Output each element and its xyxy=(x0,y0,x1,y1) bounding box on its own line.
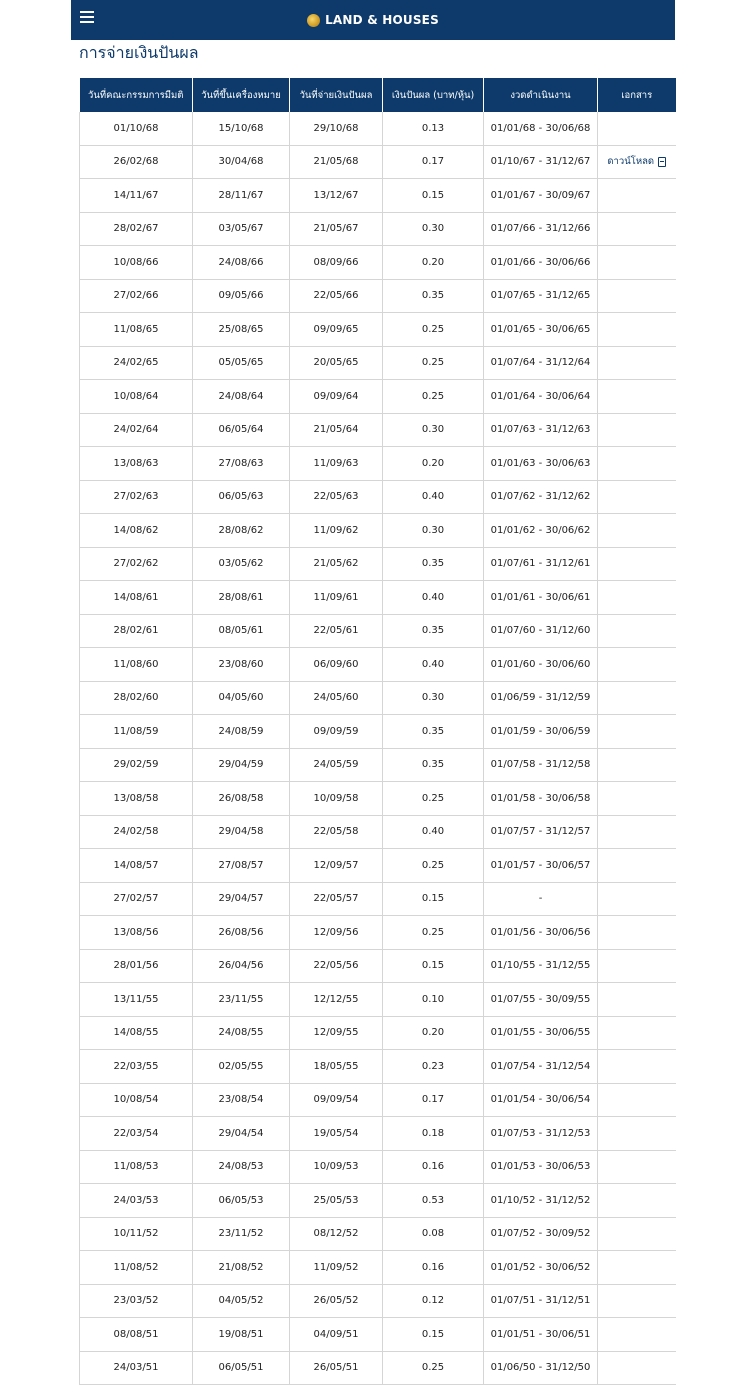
table-cell: 13/08/56 xyxy=(80,916,193,950)
table-cell: 01/07/54 - 31/12/54 xyxy=(484,1050,598,1084)
table-cell: 0.17 xyxy=(383,1083,484,1117)
table-cell: 14/11/67 xyxy=(80,179,193,213)
table-row xyxy=(80,514,676,548)
table-row xyxy=(80,1016,676,1050)
table-cell: 24/02/58 xyxy=(80,815,193,849)
table-cell: 0.30 xyxy=(383,212,484,246)
table-cell: - xyxy=(484,882,598,916)
table-cell: 22/05/57 xyxy=(290,882,383,916)
table-cell: 13/08/63 xyxy=(80,447,193,481)
table-cell: 24/08/55 xyxy=(193,1016,290,1050)
table-cell: 0.12 xyxy=(383,1284,484,1318)
table-cell: 26/08/58 xyxy=(193,782,290,816)
table-cell: 29/04/57 xyxy=(193,882,290,916)
table-cell xyxy=(598,547,676,581)
table-row xyxy=(80,547,676,581)
table-cell: 0.13 xyxy=(383,112,484,145)
table-row xyxy=(80,380,676,414)
table-cell xyxy=(598,949,676,983)
table-cell xyxy=(598,413,676,447)
table-row xyxy=(80,313,676,347)
page-title: การจ่ายเงินปันผล xyxy=(79,43,199,62)
table-cell: 27/02/63 xyxy=(80,480,193,514)
table-cell xyxy=(598,447,676,481)
table-cell xyxy=(598,715,676,749)
table-row xyxy=(80,1351,676,1385)
table-cell: 11/08/59 xyxy=(80,715,193,749)
table-cell: 0.35 xyxy=(383,279,484,313)
table-cell: 10/09/58 xyxy=(290,782,383,816)
table-cell: 09/05/66 xyxy=(193,279,290,313)
table-cell: 01/06/50 - 31/12/50 xyxy=(484,1351,598,1385)
table-cell: 26/05/51 xyxy=(290,1351,383,1385)
table-cell: 26/04/56 xyxy=(193,949,290,983)
table-cell: 0.23 xyxy=(383,1050,484,1084)
table-row xyxy=(80,715,676,749)
table-cell: 25/05/53 xyxy=(290,1184,383,1218)
table-cell: 0.15 xyxy=(383,882,484,916)
table-cell: 01/01/58 - 30/06/58 xyxy=(484,782,598,816)
table-cell: 04/09/51 xyxy=(290,1318,383,1352)
table-cell: 28/02/67 xyxy=(80,212,193,246)
table-cell: 21/05/62 xyxy=(290,547,383,581)
table-cell: 23/08/60 xyxy=(193,648,290,682)
table-cell: 0.30 xyxy=(383,413,484,447)
table-cell: 24/02/64 xyxy=(80,413,193,447)
table-cell xyxy=(598,1284,676,1318)
table-cell: 01/01/54 - 30/06/54 xyxy=(484,1083,598,1117)
table-row xyxy=(80,179,676,213)
table-cell: 14/08/55 xyxy=(80,1016,193,1050)
table-cell: 10/08/54 xyxy=(80,1083,193,1117)
table-cell: 0.20 xyxy=(383,447,484,481)
table-cell: 28/08/61 xyxy=(193,581,290,615)
table-cell: 14/08/57 xyxy=(80,849,193,883)
table-row xyxy=(80,949,676,983)
table-cell: 01/01/62 - 30/06/62 xyxy=(484,514,598,548)
table-cell: 24/08/66 xyxy=(193,246,290,280)
table-cell xyxy=(598,1351,676,1385)
table-cell: 01/01/55 - 30/06/55 xyxy=(484,1016,598,1050)
table-cell: 27/02/66 xyxy=(80,279,193,313)
table-cell: 10/08/64 xyxy=(80,380,193,414)
table-cell: 24/03/51 xyxy=(80,1351,193,1385)
table-cell: 0.25 xyxy=(383,849,484,883)
table-cell: 01/01/66 - 30/06/66 xyxy=(484,246,598,280)
table-cell: 13/12/67 xyxy=(290,179,383,213)
table-cell: 18/05/55 xyxy=(290,1050,383,1084)
table-cell: 06/09/60 xyxy=(290,648,383,682)
table-row xyxy=(80,447,676,481)
table-cell: 21/08/52 xyxy=(193,1251,290,1285)
table-row xyxy=(80,413,676,447)
download-link[interactable] xyxy=(607,156,666,167)
table-cell: 09/09/65 xyxy=(290,313,383,347)
table-cell: 22/03/55 xyxy=(80,1050,193,1084)
table-cell: 0.25 xyxy=(383,916,484,950)
table-cell xyxy=(598,916,676,950)
table-cell: 29/04/59 xyxy=(193,748,290,782)
table-cell: 24/05/59 xyxy=(290,748,383,782)
table-cell: 12/09/55 xyxy=(290,1016,383,1050)
table-cell xyxy=(598,1016,676,1050)
table-cell: 11/08/65 xyxy=(80,313,193,347)
table-cell: 13/11/55 xyxy=(80,983,193,1017)
table-cell xyxy=(598,112,676,145)
table-cell: 0.35 xyxy=(383,715,484,749)
table-cell: 08/12/52 xyxy=(290,1217,383,1251)
table-cell: 0.53 xyxy=(383,1184,484,1218)
table-cell: 0.35 xyxy=(383,748,484,782)
table-cell: 0.40 xyxy=(383,480,484,514)
table-cell xyxy=(598,1117,676,1151)
table-cell: 22/05/66 xyxy=(290,279,383,313)
table-cell xyxy=(598,1318,676,1352)
table-cell: 06/05/63 xyxy=(193,480,290,514)
table-cell: 23/03/52 xyxy=(80,1284,193,1318)
table-cell: 01/07/65 - 31/12/65 xyxy=(484,279,598,313)
table-cell xyxy=(598,1217,676,1251)
table-cell: 30/04/68 xyxy=(193,145,290,179)
table-cell: 06/05/53 xyxy=(193,1184,290,1218)
table-cell xyxy=(598,1184,676,1218)
table-row xyxy=(80,648,676,682)
table-cell xyxy=(598,1083,676,1117)
table-row xyxy=(80,1150,676,1184)
table-row xyxy=(80,1184,676,1218)
download-label: ดาวน์โหลด xyxy=(607,156,655,168)
table-cell: 25/08/65 xyxy=(193,313,290,347)
table-cell: 19/08/51 xyxy=(193,1318,290,1352)
table-cell: 0.35 xyxy=(383,547,484,581)
table-cell: 0.20 xyxy=(383,1016,484,1050)
table-cell: 0.25 xyxy=(383,782,484,816)
table-cell: 0.40 xyxy=(383,815,484,849)
table-cell: 01/07/60 - 31/12/60 xyxy=(484,614,598,648)
table-row xyxy=(80,1117,676,1151)
table-cell xyxy=(598,748,676,782)
table-cell: 10/08/66 xyxy=(80,246,193,280)
brand[interactable] xyxy=(71,0,675,40)
table-row xyxy=(80,748,676,782)
table-cell: 03/05/62 xyxy=(193,547,290,581)
table-cell xyxy=(598,246,676,280)
table-cell: 04/05/60 xyxy=(193,681,290,715)
table-cell: 09/09/54 xyxy=(290,1083,383,1117)
table-row xyxy=(80,480,676,514)
table-cell: 0.20 xyxy=(383,246,484,280)
table-cell: 15/10/68 xyxy=(193,112,290,145)
table-cell: 05/05/65 xyxy=(193,346,290,380)
table-cell: 11/09/61 xyxy=(290,581,383,615)
table-cell: 28/02/60 xyxy=(80,681,193,715)
table-cell xyxy=(598,179,676,213)
table-row xyxy=(80,983,676,1017)
table-cell: 01/07/66 - 31/12/66 xyxy=(484,212,598,246)
table-cell xyxy=(598,681,676,715)
table-row xyxy=(80,145,676,179)
table-cell: 0.30 xyxy=(383,681,484,715)
table-cell: 0.10 xyxy=(383,983,484,1017)
table-cell xyxy=(598,346,676,380)
table-cell: 19/05/54 xyxy=(290,1117,383,1151)
table-cell: 01/07/63 - 31/12/63 xyxy=(484,413,598,447)
table-cell: 01/07/64 - 31/12/64 xyxy=(484,346,598,380)
table-cell xyxy=(598,145,676,179)
table-cell xyxy=(598,1050,676,1084)
column-header: วันที่จ่ายเงินปันผล xyxy=(290,78,383,112)
table-cell: 0.08 xyxy=(383,1217,484,1251)
table-cell: 10/11/52 xyxy=(80,1217,193,1251)
table-row xyxy=(80,1050,676,1084)
table-cell: 24/08/53 xyxy=(193,1150,290,1184)
table-cell xyxy=(598,279,676,313)
table-cell: 01/07/55 - 30/09/55 xyxy=(484,983,598,1017)
table-cell: 0.17 xyxy=(383,145,484,179)
table-cell: 23/11/55 xyxy=(193,983,290,1017)
table-cell: 0.15 xyxy=(383,949,484,983)
table-cell: 01/01/67 - 30/09/67 xyxy=(484,179,598,213)
table-cell: 0.16 xyxy=(383,1150,484,1184)
table-cell: 26/08/56 xyxy=(193,916,290,950)
table-cell: 0.25 xyxy=(383,380,484,414)
table-cell: 28/08/62 xyxy=(193,514,290,548)
globe-logo-icon xyxy=(307,14,320,27)
table-cell: 11/08/52 xyxy=(80,1251,193,1285)
dividend-table xyxy=(79,78,676,1385)
table-cell: 22/05/63 xyxy=(290,480,383,514)
table-cell: 01/01/53 - 30/06/53 xyxy=(484,1150,598,1184)
table-cell: 04/05/52 xyxy=(193,1284,290,1318)
table-cell: 08/08/51 xyxy=(80,1318,193,1352)
table-cell: 28/01/56 xyxy=(80,949,193,983)
table-row xyxy=(80,581,676,615)
table-cell: 24/03/53 xyxy=(80,1184,193,1218)
table-row xyxy=(80,1083,676,1117)
table-cell: 13/08/58 xyxy=(80,782,193,816)
table-cell: 01/01/61 - 30/06/61 xyxy=(484,581,598,615)
table-cell: 10/09/53 xyxy=(290,1150,383,1184)
column-header: วันที่ขึ้นเครื่องหมาย xyxy=(193,78,290,112)
table-cell: 23/11/52 xyxy=(193,1217,290,1251)
table-cell: 29/10/68 xyxy=(290,112,383,145)
table-cell: 01/10/68 xyxy=(80,112,193,145)
table-cell: 06/05/64 xyxy=(193,413,290,447)
table-cell: 0.15 xyxy=(383,1318,484,1352)
table-cell: 29/02/59 xyxy=(80,748,193,782)
table-cell: 09/09/59 xyxy=(290,715,383,749)
column-header: งวดดำเนินงาน xyxy=(484,78,598,112)
table-cell: 01/07/61 - 31/12/61 xyxy=(484,547,598,581)
document-icon xyxy=(658,157,666,167)
table-cell: 0.18 xyxy=(383,1117,484,1151)
table-cell: 01/07/52 - 30/09/52 xyxy=(484,1217,598,1251)
table-body xyxy=(80,112,676,1385)
table-cell: 12/09/56 xyxy=(290,916,383,950)
table-row xyxy=(80,212,676,246)
table-cell: 01/01/52 - 30/06/52 xyxy=(484,1251,598,1285)
table-cell: 08/09/66 xyxy=(290,246,383,280)
table-cell: 01/01/68 - 30/06/68 xyxy=(484,112,598,145)
table-cell: 27/08/63 xyxy=(193,447,290,481)
table-cell: 01/01/65 - 30/06/65 xyxy=(484,313,598,347)
table-cell: 01/10/67 - 31/12/67 xyxy=(484,145,598,179)
table-cell xyxy=(598,212,676,246)
table-cell xyxy=(598,1251,676,1285)
table-cell: 27/02/62 xyxy=(80,547,193,581)
table-cell: 26/05/52 xyxy=(290,1284,383,1318)
table-cell xyxy=(598,614,676,648)
table-cell xyxy=(598,313,676,347)
table-cell xyxy=(598,514,676,548)
table-cell: 24/08/64 xyxy=(193,380,290,414)
table-cell: 01/07/62 - 31/12/62 xyxy=(484,480,598,514)
table-cell: 03/05/67 xyxy=(193,212,290,246)
top-header xyxy=(71,0,675,40)
table-cell: 01/01/64 - 30/06/64 xyxy=(484,380,598,414)
table-cell: 06/05/51 xyxy=(193,1351,290,1385)
table-cell: 0.40 xyxy=(383,581,484,615)
table-cell: 11/08/60 xyxy=(80,648,193,682)
table-row xyxy=(80,346,676,380)
table-cell xyxy=(598,480,676,514)
table-cell: 01/01/60 - 30/06/60 xyxy=(484,648,598,682)
table-cell: 01/01/57 - 30/06/57 xyxy=(484,849,598,883)
table-cell: 01/10/55 - 31/12/55 xyxy=(484,949,598,983)
table-cell: 01/07/53 - 31/12/53 xyxy=(484,1117,598,1151)
table-row xyxy=(80,882,676,916)
table-cell: 01/01/59 - 30/06/59 xyxy=(484,715,598,749)
table-cell: 09/09/64 xyxy=(290,380,383,414)
table-row xyxy=(80,112,676,145)
table-cell: 11/08/53 xyxy=(80,1150,193,1184)
table-cell: 0.40 xyxy=(383,648,484,682)
table-cell: 0.25 xyxy=(383,346,484,380)
table-cell: 01/01/56 - 30/06/56 xyxy=(484,916,598,950)
table-cell: 01/01/63 - 30/06/63 xyxy=(484,447,598,481)
table-row xyxy=(80,246,676,280)
table-cell: 0.25 xyxy=(383,1351,484,1385)
table-row xyxy=(80,815,676,849)
table-row xyxy=(80,849,676,883)
table-cell xyxy=(598,648,676,682)
brand-name: LAND & HOUSES xyxy=(325,13,439,27)
table-cell: 01/07/58 - 31/12/58 xyxy=(484,748,598,782)
table-cell: 14/08/62 xyxy=(80,514,193,548)
table-cell: 27/02/57 xyxy=(80,882,193,916)
table-cell: 29/04/54 xyxy=(193,1117,290,1151)
table-row xyxy=(80,782,676,816)
table-cell: 26/02/68 xyxy=(80,145,193,179)
table-cell: 08/05/61 xyxy=(193,614,290,648)
table-cell: 12/09/57 xyxy=(290,849,383,883)
column-header: เงินปันผล (บาท/หุ้น) xyxy=(383,78,484,112)
table-cell: 11/09/63 xyxy=(290,447,383,481)
table-header-row xyxy=(80,78,676,112)
table-cell: 22/05/58 xyxy=(290,815,383,849)
table-cell: 14/08/61 xyxy=(80,581,193,615)
table-cell: 20/05/65 xyxy=(290,346,383,380)
table-cell: 11/09/62 xyxy=(290,514,383,548)
table-cell: 11/09/52 xyxy=(290,1251,383,1285)
table-cell: 21/05/68 xyxy=(290,145,383,179)
table-cell: 23/08/54 xyxy=(193,1083,290,1117)
table-cell: 24/05/60 xyxy=(290,681,383,715)
table-cell: 28/11/67 xyxy=(193,179,290,213)
table-cell: 01/07/51 - 31/12/51 xyxy=(484,1284,598,1318)
table-row xyxy=(80,1284,676,1318)
table-cell: 28/02/61 xyxy=(80,614,193,648)
column-header: เอกสาร xyxy=(598,78,676,112)
table-cell: 22/03/54 xyxy=(80,1117,193,1151)
table-cell: 0.35 xyxy=(383,614,484,648)
table-cell: 01/06/59 - 31/12/59 xyxy=(484,681,598,715)
table-cell: 24/02/65 xyxy=(80,346,193,380)
table-cell: 21/05/67 xyxy=(290,212,383,246)
table-cell: 22/05/61 xyxy=(290,614,383,648)
table-cell xyxy=(598,782,676,816)
table-row xyxy=(80,1318,676,1352)
table-cell xyxy=(598,380,676,414)
table-cell: 01/01/51 - 30/06/51 xyxy=(484,1318,598,1352)
table-row xyxy=(80,1251,676,1285)
table-cell xyxy=(598,815,676,849)
table-cell: 21/05/64 xyxy=(290,413,383,447)
table-cell xyxy=(598,882,676,916)
table-cell: 27/08/57 xyxy=(193,849,290,883)
table-cell: 02/05/55 xyxy=(193,1050,290,1084)
table-cell: 0.15 xyxy=(383,179,484,213)
table-row xyxy=(80,681,676,715)
table-cell: 0.30 xyxy=(383,514,484,548)
table-cell xyxy=(598,581,676,615)
table-row xyxy=(80,614,676,648)
table-cell: 0.25 xyxy=(383,313,484,347)
table-cell xyxy=(598,1150,676,1184)
table-cell: 22/05/56 xyxy=(290,949,383,983)
column-header: วันที่คณะกรรมการมีมติ xyxy=(80,78,193,112)
table-row xyxy=(80,916,676,950)
table-cell: 01/07/57 - 31/12/57 xyxy=(484,815,598,849)
table-cell: 01/10/52 - 31/12/52 xyxy=(484,1184,598,1218)
table-cell: 29/04/58 xyxy=(193,815,290,849)
table-cell xyxy=(598,849,676,883)
table-cell: 12/12/55 xyxy=(290,983,383,1017)
table-cell: 0.16 xyxy=(383,1251,484,1285)
table-cell xyxy=(598,983,676,1017)
table-row xyxy=(80,1217,676,1251)
table-row xyxy=(80,279,676,313)
table-cell: 24/08/59 xyxy=(193,715,290,749)
